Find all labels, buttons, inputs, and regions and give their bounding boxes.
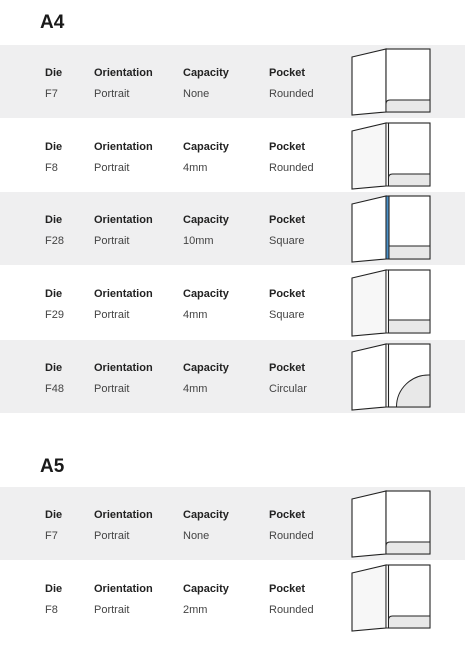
orientation-value: Portrait bbox=[94, 162, 130, 174]
table-row bbox=[0, 340, 465, 413]
die-value: F8 bbox=[45, 604, 58, 616]
pocket-header: Pocket bbox=[269, 141, 306, 153]
pocket-value: Square bbox=[269, 235, 305, 247]
die-value: F7 bbox=[45, 88, 58, 100]
table-row bbox=[0, 192, 465, 265]
capacity-value: 4mm bbox=[183, 383, 208, 395]
pocket-value: Rounded bbox=[269, 604, 314, 616]
die-value: F28 bbox=[45, 235, 64, 247]
table-row bbox=[0, 45, 465, 118]
folder-diagram-icon bbox=[350, 48, 434, 116]
orientation-value: Portrait bbox=[94, 235, 130, 247]
pocket-value: Rounded bbox=[269, 162, 314, 174]
die-value: F48 bbox=[45, 383, 64, 395]
pocket-header: Pocket bbox=[269, 362, 306, 374]
pocket-header: Pocket bbox=[269, 288, 306, 300]
capacity-header: Capacity bbox=[183, 141, 229, 153]
orientation-header: Orientation bbox=[94, 288, 153, 300]
capacity-value: None bbox=[183, 88, 210, 100]
table-row bbox=[0, 266, 465, 339]
pocket-header: Pocket bbox=[269, 214, 306, 226]
die-value: F29 bbox=[45, 309, 64, 321]
capacity-value: 4mm bbox=[183, 162, 208, 174]
section-title-a5: A5 bbox=[40, 456, 65, 477]
die-header: Die bbox=[45, 583, 63, 595]
table-row bbox=[0, 561, 465, 634]
orientation-header: Orientation bbox=[94, 141, 153, 153]
folder-diagram-icon bbox=[350, 343, 434, 411]
die-value: F7 bbox=[45, 530, 58, 542]
folder-diagram-icon bbox=[350, 122, 434, 190]
die-value: F8 bbox=[45, 162, 58, 174]
capacity-value: None bbox=[183, 530, 210, 542]
capacity-header: Capacity bbox=[183, 67, 229, 79]
pocket-header: Pocket bbox=[269, 67, 306, 79]
capacity-header: Capacity bbox=[183, 509, 229, 521]
orientation-header: Orientation bbox=[94, 362, 153, 374]
pocket-value: Rounded bbox=[269, 530, 314, 542]
die-header: Die bbox=[45, 509, 63, 521]
pocket-value: Rounded bbox=[269, 88, 314, 100]
capacity-header: Capacity bbox=[183, 362, 229, 374]
capacity-header: Capacity bbox=[183, 214, 229, 226]
capacity-value: 10mm bbox=[183, 235, 214, 247]
pocket-header: Pocket bbox=[269, 583, 306, 595]
orientation-value: Portrait bbox=[94, 309, 130, 321]
die-header: Die bbox=[45, 288, 63, 300]
die-header: Die bbox=[45, 67, 63, 79]
orientation-header: Orientation bbox=[94, 583, 153, 595]
pocket-value: Circular bbox=[269, 383, 307, 395]
orientation-header: Orientation bbox=[94, 67, 153, 79]
pocket-header: Pocket bbox=[269, 509, 306, 521]
capacity-value: 4mm bbox=[183, 309, 208, 321]
orientation-value: Portrait bbox=[94, 530, 130, 542]
capacity-header: Capacity bbox=[183, 583, 229, 595]
capacity-value: 2mm bbox=[183, 604, 208, 616]
orientation-header: Orientation bbox=[94, 509, 153, 521]
table-row bbox=[0, 487, 465, 560]
pocket-value: Square bbox=[269, 309, 305, 321]
table-row bbox=[0, 119, 465, 192]
folder-diagram-icon bbox=[350, 195, 434, 263]
capacity-header: Capacity bbox=[183, 288, 229, 300]
folder-diagram-icon bbox=[350, 269, 434, 337]
folder-diagram-icon bbox=[350, 564, 434, 632]
section-title-a4: A4 bbox=[40, 12, 65, 33]
orientation-value: Portrait bbox=[94, 88, 130, 100]
orientation-value: Portrait bbox=[94, 604, 130, 616]
die-header: Die bbox=[45, 362, 63, 374]
die-header: Die bbox=[45, 214, 63, 226]
orientation-value: Portrait bbox=[94, 383, 130, 395]
orientation-header: Orientation bbox=[94, 214, 153, 226]
folder-diagram-icon bbox=[350, 490, 434, 558]
die-header: Die bbox=[45, 141, 63, 153]
